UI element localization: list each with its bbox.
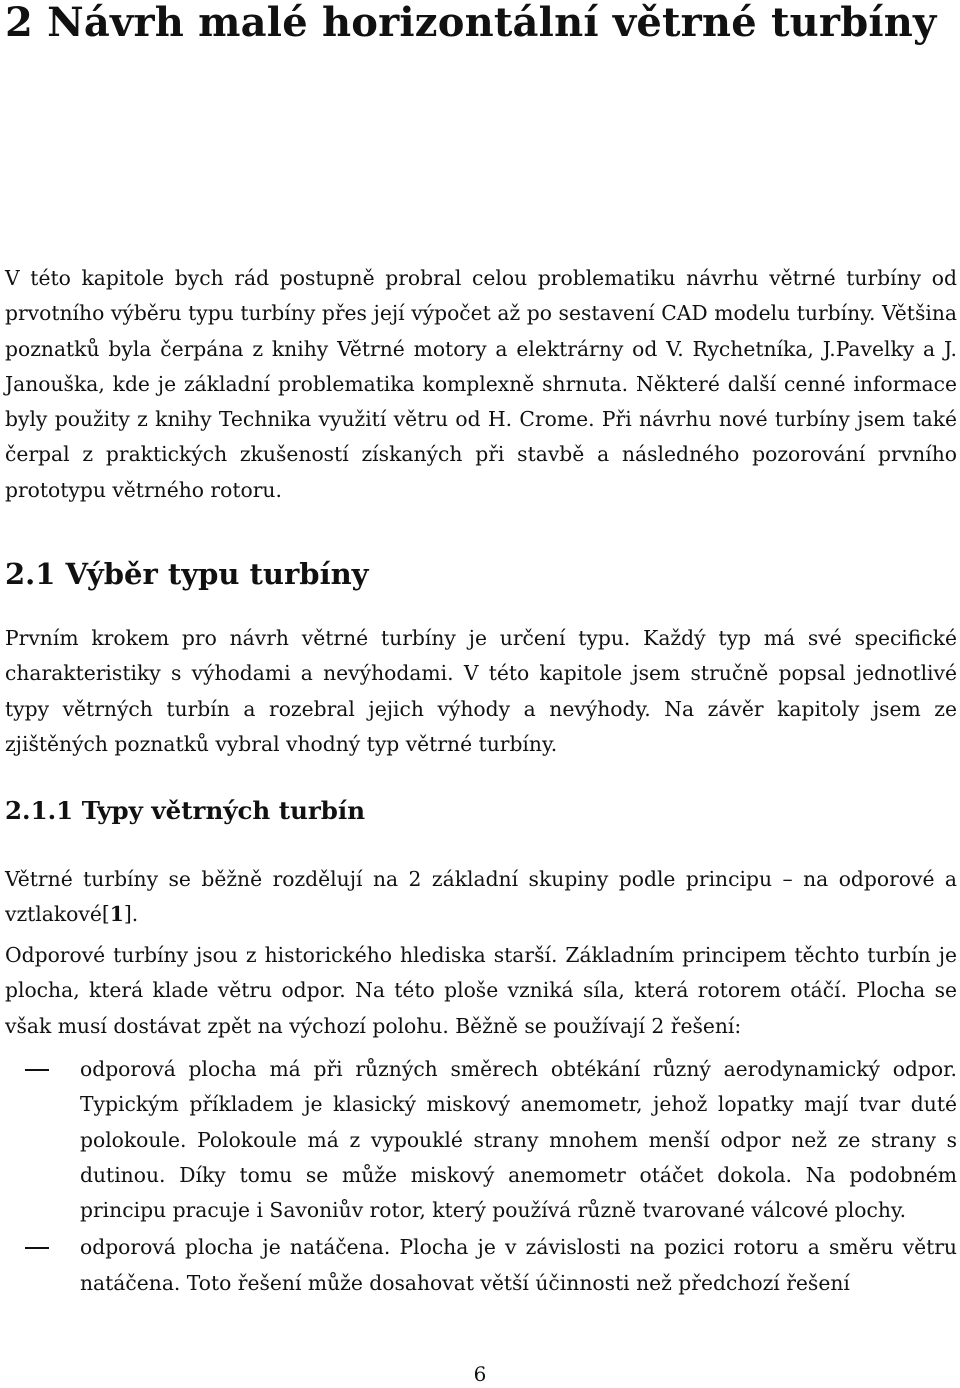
section-2-1-1-paragraph-1	[5, 862, 957, 933]
page-number: 6	[473, 1362, 487, 1386]
list-item	[5, 1052, 957, 1228]
list-item-text: odporová plocha je natáčena. Plocha je v závislosti na pozici rotoru a směru větru natáčena. Toto řešení může dosahovat větší účinnosti než předchozí řešení	[80, 1235, 957, 1295]
solutions-list	[5, 1052, 957, 1301]
list-item	[5, 1230, 957, 1301]
section-heading-2-1-1: 2.1.1 Typy větrných turbín	[5, 796, 366, 825]
dash-bullet	[25, 1247, 49, 1249]
section-2-1-paragraph: Prvním krokem pro návrh větrné turbíny je určení typu. Každý typ má své specifické charakteristiky s výhodami a nevýhodami. V této kapitole jsem stručně popsal jednotlivé typy větrných turbín a rozebral jejich výhody a nevýhody. Na závěr kapitoly jsem ze zjištěných poznatků vybral vhodný typ větrné turbíny.	[5, 626, 957, 756]
intro-paragraph: V této kapitole bych rád postupně probral celou problematiku návrhu větrné turbíny od prvotního výběru typu turbíny přes její výpočet až po sestavení CAD modelu turbíny. Většina poznatků byla čerpána z knihy Větrné motory a elektrárny od V. Rychetníka, J.Pavelky a J. Janouška, kde je základní problematika komplexně shrnuta. Některé další cenné informace byly použity z knihy Technika využití větru od H. Crome. Při návrhu nové turbíny jsem také čerpal z praktických zkušeností získaných při stavbě a následného pozorování prvního prototypu větrného rotoru.	[5, 266, 957, 502]
chapter-title: 2 Návrh malé horizontální větrné turbíny	[5, 0, 937, 46]
list-item-text: odporová plocha má při různých směrech obtékání různý aerodynamický odpor. Typickým příkladem je klasický miskový anemometr, jehož lopatky mají tvar duté polokoule. Polokoule má z vypouklé strany mnohem menší odpor než ze strany s dutinou. Díky tomu se může miskový anemometr otáčet dokola. Na podobném principu pracuje i Savoniův rotor, který používá různě tvarované válcové plochy.	[80, 1057, 957, 1223]
dash-bullet	[25, 1069, 49, 1071]
paragraph-text: Větrné turbíny se běžně rozdělují na 2 základní skupiny podle principu – na odporové a vztlakové[	[5, 867, 957, 927]
section-2-1-1-paragraph-2: Odporové turbíny jsou z historického hlediska starší. Základním principem těchto turbín je plocha, která klade větru odpor. Na této ploše vzniká síla, která rotorem otáčí. Plocha se však musí dostávat zpět na výchozí polohu. Běžně se používají 2 řešení:	[5, 943, 957, 1038]
paragraph-text-end: ].	[123, 902, 139, 927]
section-heading-2-1: 2.1 Výběr typu turbíny	[5, 557, 369, 591]
citation-reference[interactable]: 1	[109, 902, 124, 927]
